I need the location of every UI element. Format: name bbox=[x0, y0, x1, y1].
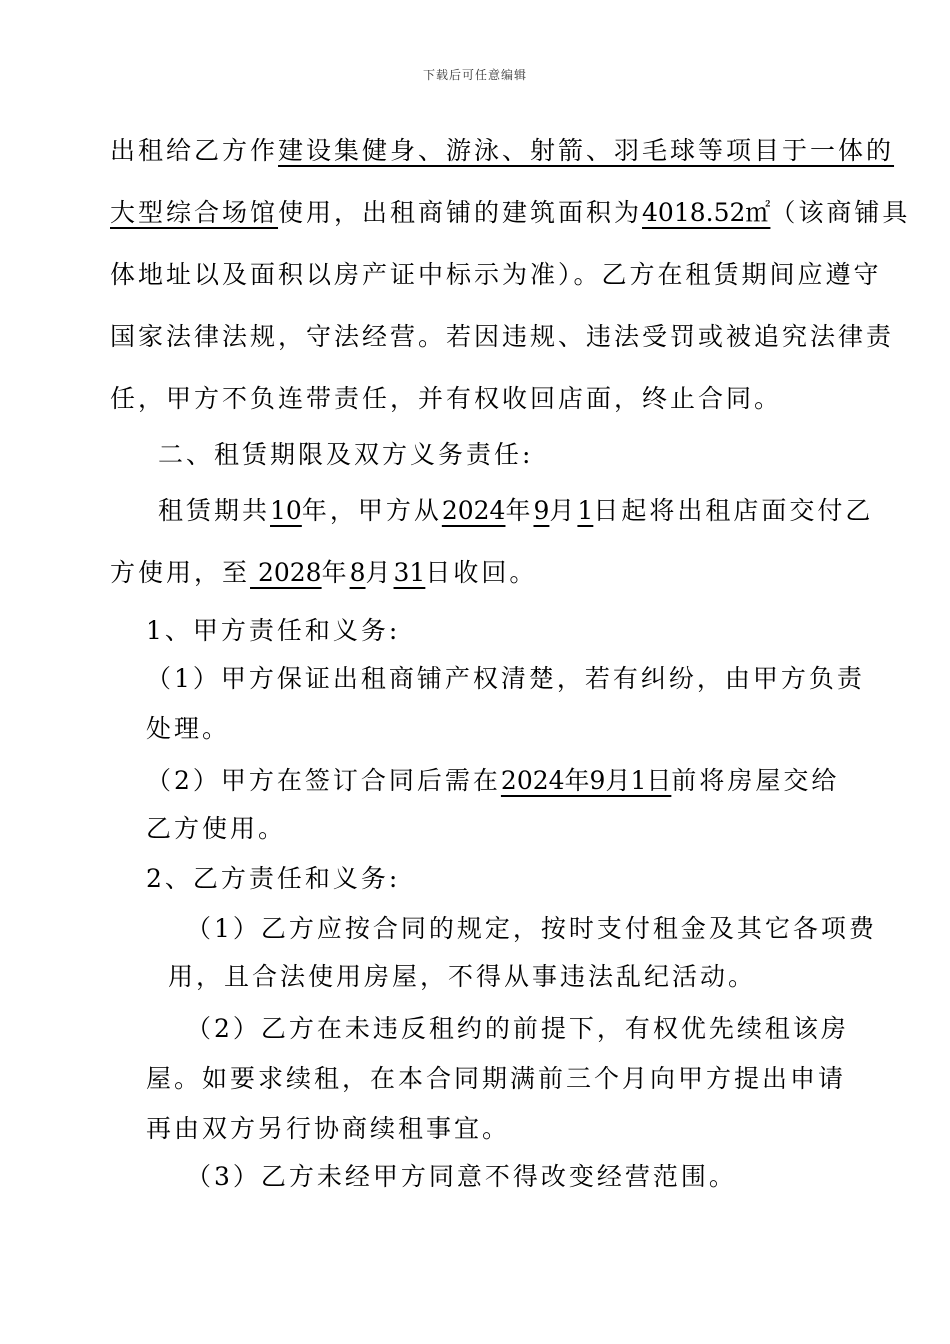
party-b-item-1-line-1: （1）乙方应按合同的规定，按时支付租金及其它各项费 bbox=[186, 914, 877, 943]
text-segment: 年 bbox=[505, 496, 534, 525]
party-b-item-3: （3）乙方未经甲方同意不得改变经营范围。 bbox=[186, 1162, 737, 1191]
text-segment: 使用，出租商铺的建筑面积为 bbox=[278, 198, 643, 227]
end-year: 2028 bbox=[250, 558, 322, 587]
text-segment: 出租给乙方作 bbox=[110, 136, 279, 165]
text-segment: 月 bbox=[549, 496, 578, 525]
end-month: 8 bbox=[349, 558, 366, 587]
text-segment: （2）甲方在签订合同后需在 bbox=[146, 766, 501, 795]
party-b-title: 2、乙方责任和义务: bbox=[146, 864, 401, 893]
lease-term-line-1 bbox=[158, 494, 873, 528]
page-header-note: 下载后可任意编辑 bbox=[422, 68, 527, 82]
text-segment: 年，甲方从 bbox=[301, 496, 442, 525]
paragraph-1-line-4: 国家法律法规，守法经营。若因违规、违法受罚或被追究法律责 bbox=[110, 322, 895, 351]
party-b-item-2-line-3: 再由双方另行协商续租事宜。 bbox=[146, 1114, 511, 1143]
text-segment: 前将房屋交给 bbox=[671, 766, 840, 795]
text-segment: 月 bbox=[365, 558, 394, 587]
party-a-title: 1、甲方责任和义务: bbox=[146, 616, 401, 645]
paragraph-1-line-2 bbox=[110, 196, 910, 230]
text-segment: 租赁期共 bbox=[158, 496, 271, 525]
end-day: 31 bbox=[393, 558, 426, 587]
party-b-item-2-line-2: 屋。如要求续租，在本合同期满前三个月向甲方提出申请 bbox=[146, 1064, 847, 1093]
text-segment: 年 bbox=[321, 558, 350, 587]
section-2-title: 二、租赁期限及双方义务责任: bbox=[158, 440, 534, 469]
paragraph-1-line-5: 任，甲方不负连带责任，并有权收回店面，终止合同。 bbox=[110, 384, 783, 413]
party-a-item-2-line-2: 乙方使用。 bbox=[146, 814, 287, 843]
lease-years: 10 bbox=[270, 496, 302, 525]
paragraph-1-line-3: 体地址以及面积以房产证中标示为准）。乙方在租赁期间应遵守 bbox=[110, 260, 882, 289]
party-a-item-1-line-1: （1）甲方保证出租商铺产权清楚，若有纠纷，由甲方负责 bbox=[146, 664, 865, 693]
start-year: 2024 bbox=[441, 496, 506, 525]
underlined-venue: 大型综合场馆 bbox=[110, 198, 279, 227]
paragraph-1-line-1 bbox=[110, 134, 894, 168]
party-a-item-2-line-1 bbox=[146, 764, 839, 798]
handover-date: 2024年9月1日 bbox=[500, 766, 672, 795]
lease-term-line-2 bbox=[110, 556, 537, 590]
text-segment: 方使用，至 bbox=[110, 558, 251, 587]
party-b-item-1-line-2: 用，且合法使用房屋，不得从事违法乱纪活动。 bbox=[168, 962, 757, 991]
start-day: 1 bbox=[577, 496, 594, 525]
text-segment: 日起将出租店面交付乙 bbox=[593, 496, 874, 525]
party-b-item-2-line-1: （2）乙方在未违反租约的前提下，有权优先续租该房 bbox=[186, 1014, 849, 1043]
text-segment: 日收回。 bbox=[425, 558, 538, 587]
text-segment: （该商铺具 bbox=[770, 198, 911, 227]
underlined-purpose: 建设集健身、游泳、射箭、羽毛球等项目于一体的 bbox=[278, 136, 895, 165]
party-a-item-1-line-2: 处理。 bbox=[146, 714, 231, 743]
start-month: 9 bbox=[533, 496, 550, 525]
underlined-area: 4018.52㎡ bbox=[642, 198, 771, 227]
